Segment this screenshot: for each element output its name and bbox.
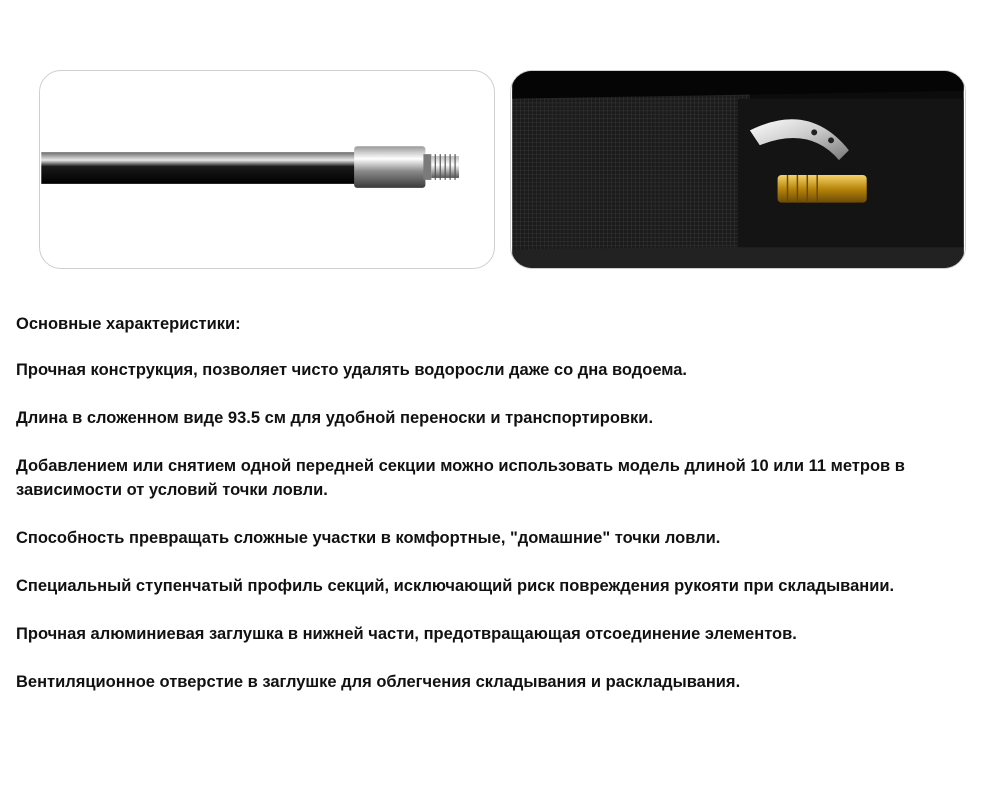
rod-case-pocket-photo-icon: [511, 71, 965, 268]
rod-tip-connector-photo-icon: [40, 71, 494, 268]
feature-paragraph: Прочная конструкция, позволяет чисто удалять водоросли даже со дна водоема.: [16, 361, 688, 379]
feature-paragraph: Специальный ступенчатый профиль секций, исключающий риск повреждения рукояти при складывании.: [16, 577, 895, 595]
feature-paragraph: Прочная алюминиевая заглушка в нижней части, предотвращающая отсоединение элементов.: [16, 625, 797, 643]
rod-connector-image: [39, 70, 495, 269]
feature-paragraph: Способность превращать сложные участки в комфортные, "домашние" точки ловли.: [16, 529, 721, 547]
rod-case-image: [510, 70, 966, 269]
features-text: [16, 312, 991, 718]
feature-paragraph: Вентиляционное отверстие в заглушке для облегчения складывания и раскладывания.: [16, 673, 741, 691]
feature-paragraph: Добавлением или снятием одной передней секции можно использовать модель длиной 10 или 11 метров в зависимости от условий точки ловли.: [16, 457, 905, 499]
features-heading: Основные характеристики:: [16, 315, 241, 333]
feature-paragraph: Длина в сложенном виде 93.5 см для удобной переноски и транспортировки.: [16, 409, 654, 427]
